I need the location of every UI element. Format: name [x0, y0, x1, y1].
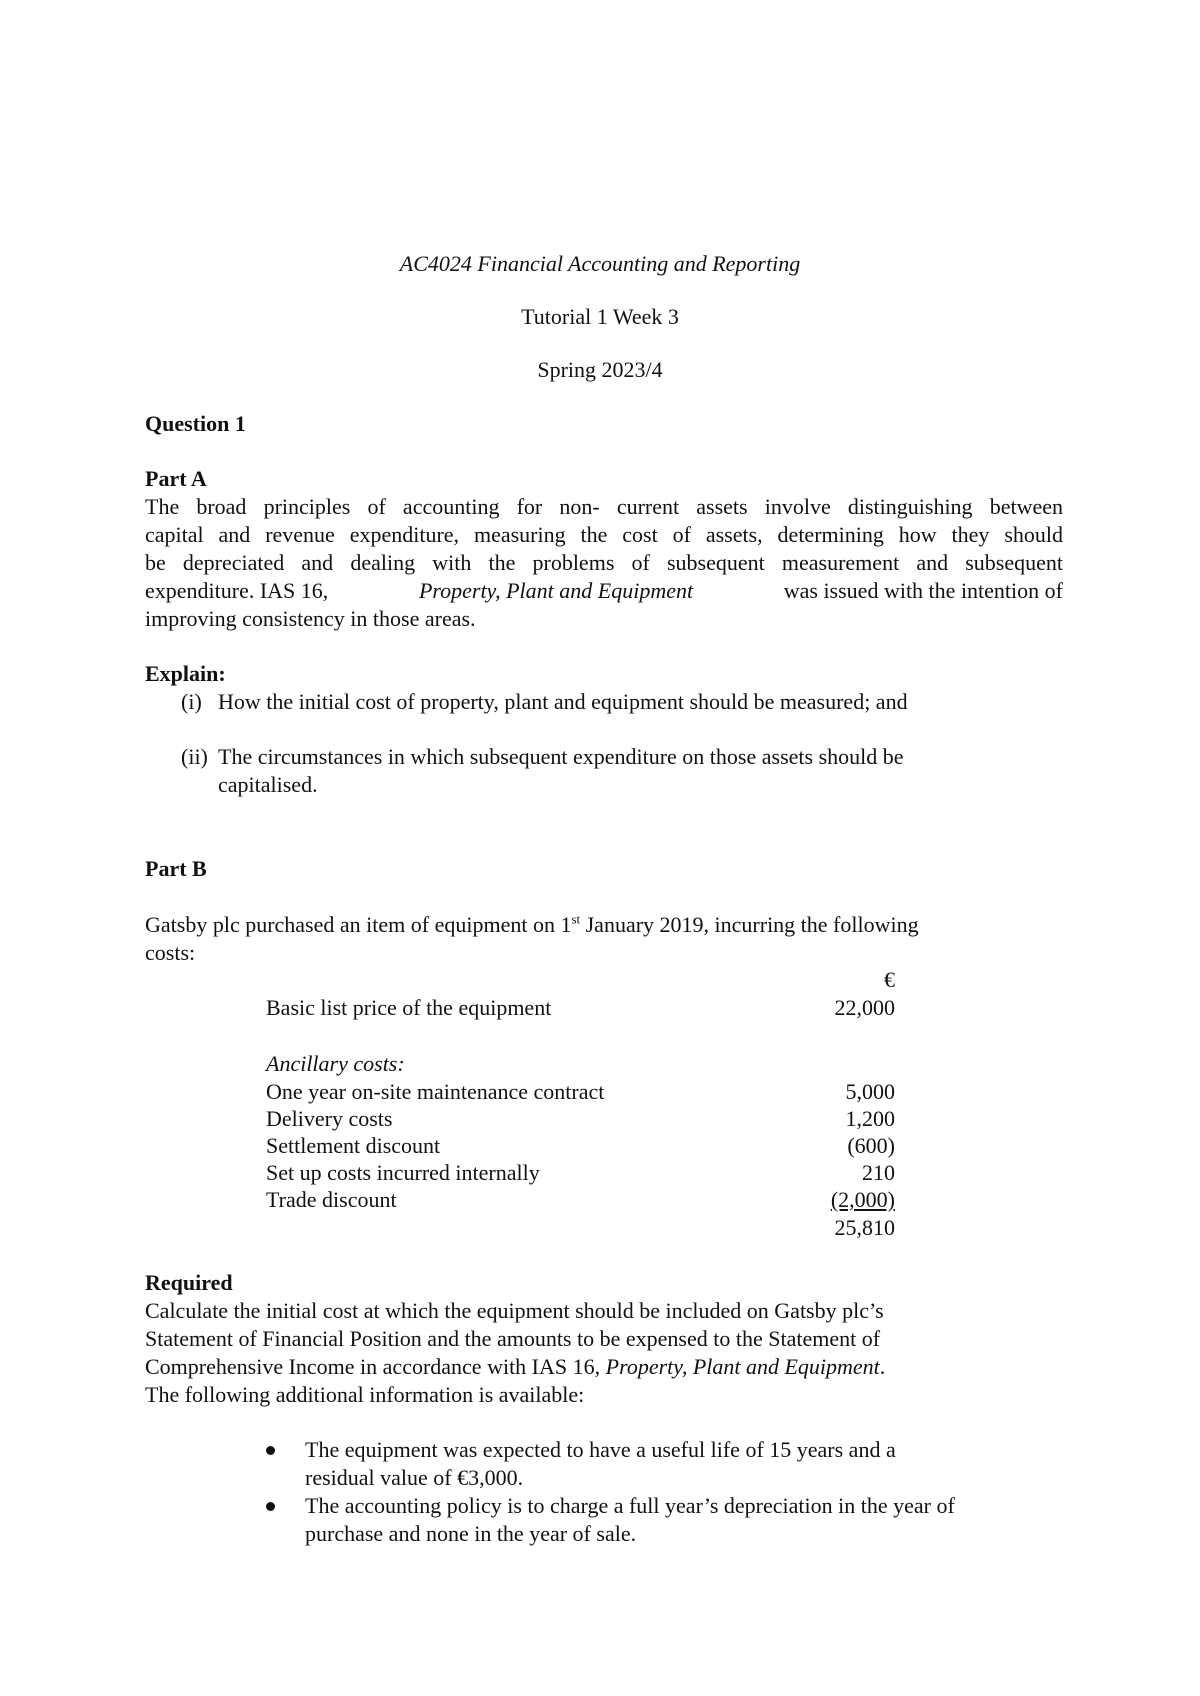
item-2-text-line-1: The circumstances in which subsequent expenditure on those assets should be	[218, 744, 904, 769]
part-a-line-4-post: was issued with the intention of	[783, 578, 1063, 603]
list-price-label: Basic list price of the equipment	[266, 995, 552, 1020]
list-price-value: 22,000	[834, 995, 895, 1020]
cost-label-setup: Set up costs incurred internally	[266, 1160, 540, 1185]
item-1-number: (i)	[181, 689, 202, 714]
cost-value-settlement: (600)	[847, 1133, 895, 1158]
ancillary-heading: Ancillary costs:	[266, 1051, 405, 1076]
cost-value-delivery: 1,200	[845, 1106, 895, 1131]
item-2-number: (ii)	[181, 744, 208, 769]
bullet-dot-2	[266, 1502, 275, 1511]
required-line-3	[145, 1353, 885, 1381]
intro-post: January 2019, incurring the following	[580, 912, 919, 937]
required-line-1: Calculate the initial cost at which the equipment should be included on Gatsby plc’s	[145, 1298, 884, 1323]
required-heading: Required	[145, 1270, 233, 1295]
bullet-2-line-2: purchase and none in the year of sale.	[305, 1521, 637, 1546]
cost-label-delivery: Delivery costs	[266, 1106, 393, 1131]
part-a-line-2: capital and revenue expenditure, measuring the cost of assets, determining how they should	[145, 522, 1063, 547]
required-line-3-post: .	[879, 1354, 886, 1379]
cost-label-trade-discount: Trade discount	[266, 1187, 397, 1212]
cost-total: 25,810	[834, 1215, 895, 1240]
part-a-line-1: The broad principles of accounting for non- current assets involve distinguishing between	[145, 494, 1063, 519]
part-a-heading: Part A	[145, 466, 207, 491]
cost-value-maintenance: 5,000	[845, 1079, 895, 1104]
part-b-heading: Part B	[145, 856, 207, 881]
required-line-4: The following additional information is available:	[145, 1382, 585, 1407]
cost-label-settlement: Settlement discount	[266, 1133, 441, 1158]
part-a-line-4	[145, 577, 1063, 605]
cost-value-trade-discount	[775, 1186, 895, 1214]
term-label: Spring 2023/4	[537, 357, 663, 382]
course-title: AC4024 Financial Accounting and Reporting	[399, 251, 801, 276]
required-ias16-title: Property, Plant and Equipment	[605, 1354, 880, 1379]
explain-heading: Explain:	[145, 661, 226, 686]
part-b-intro-line-2: costs:	[145, 940, 196, 965]
part-b-intro-line-1	[145, 911, 919, 939]
currency-header: €	[884, 967, 895, 992]
intro-pre: Gatsby plc purchased an item of equipment on 1	[145, 912, 572, 937]
required-line-3-pre: Comprehensive Income in accordance with IAS 16,	[145, 1354, 601, 1379]
item-2-text-line-2: capitalised.	[218, 772, 318, 797]
cost-value-setup: 210	[862, 1160, 895, 1185]
part-a-line-4-pre: expenditure. IAS 16,	[145, 578, 329, 603]
part-a-line-3: be depreciated and dealing with the problems of subsequent measurement and subsequent	[145, 550, 1063, 575]
bullet-1-line-2: residual value of €3,000.	[305, 1465, 524, 1490]
item-1-text: How the initial cost of property, plant and equipment should be measured; and	[218, 689, 908, 714]
question-title: Question 1	[145, 411, 246, 436]
intro-sup: st	[571, 911, 581, 927]
tutorial-label: Tutorial 1 Week 3	[521, 304, 679, 329]
cost-label-maintenance: One year on-site maintenance contract	[266, 1079, 605, 1104]
bullet-1-line-1: The equipment was expected to have a useful life of 15 years and a	[305, 1437, 896, 1462]
required-line-2: Statement of Financial Position and the amounts to be expensed to the Statement of	[145, 1326, 881, 1351]
bullet-2-line-1: The accounting policy is to charge a full year’s depreciation in the year of	[305, 1493, 955, 1518]
trade-discount-underlined: (2,000)	[830, 1187, 895, 1212]
bullet-dot-1	[266, 1446, 275, 1455]
part-a-line-5: improving consistency in those areas.	[145, 606, 476, 631]
ias16-title: Property, Plant and Equipment	[418, 578, 694, 603]
